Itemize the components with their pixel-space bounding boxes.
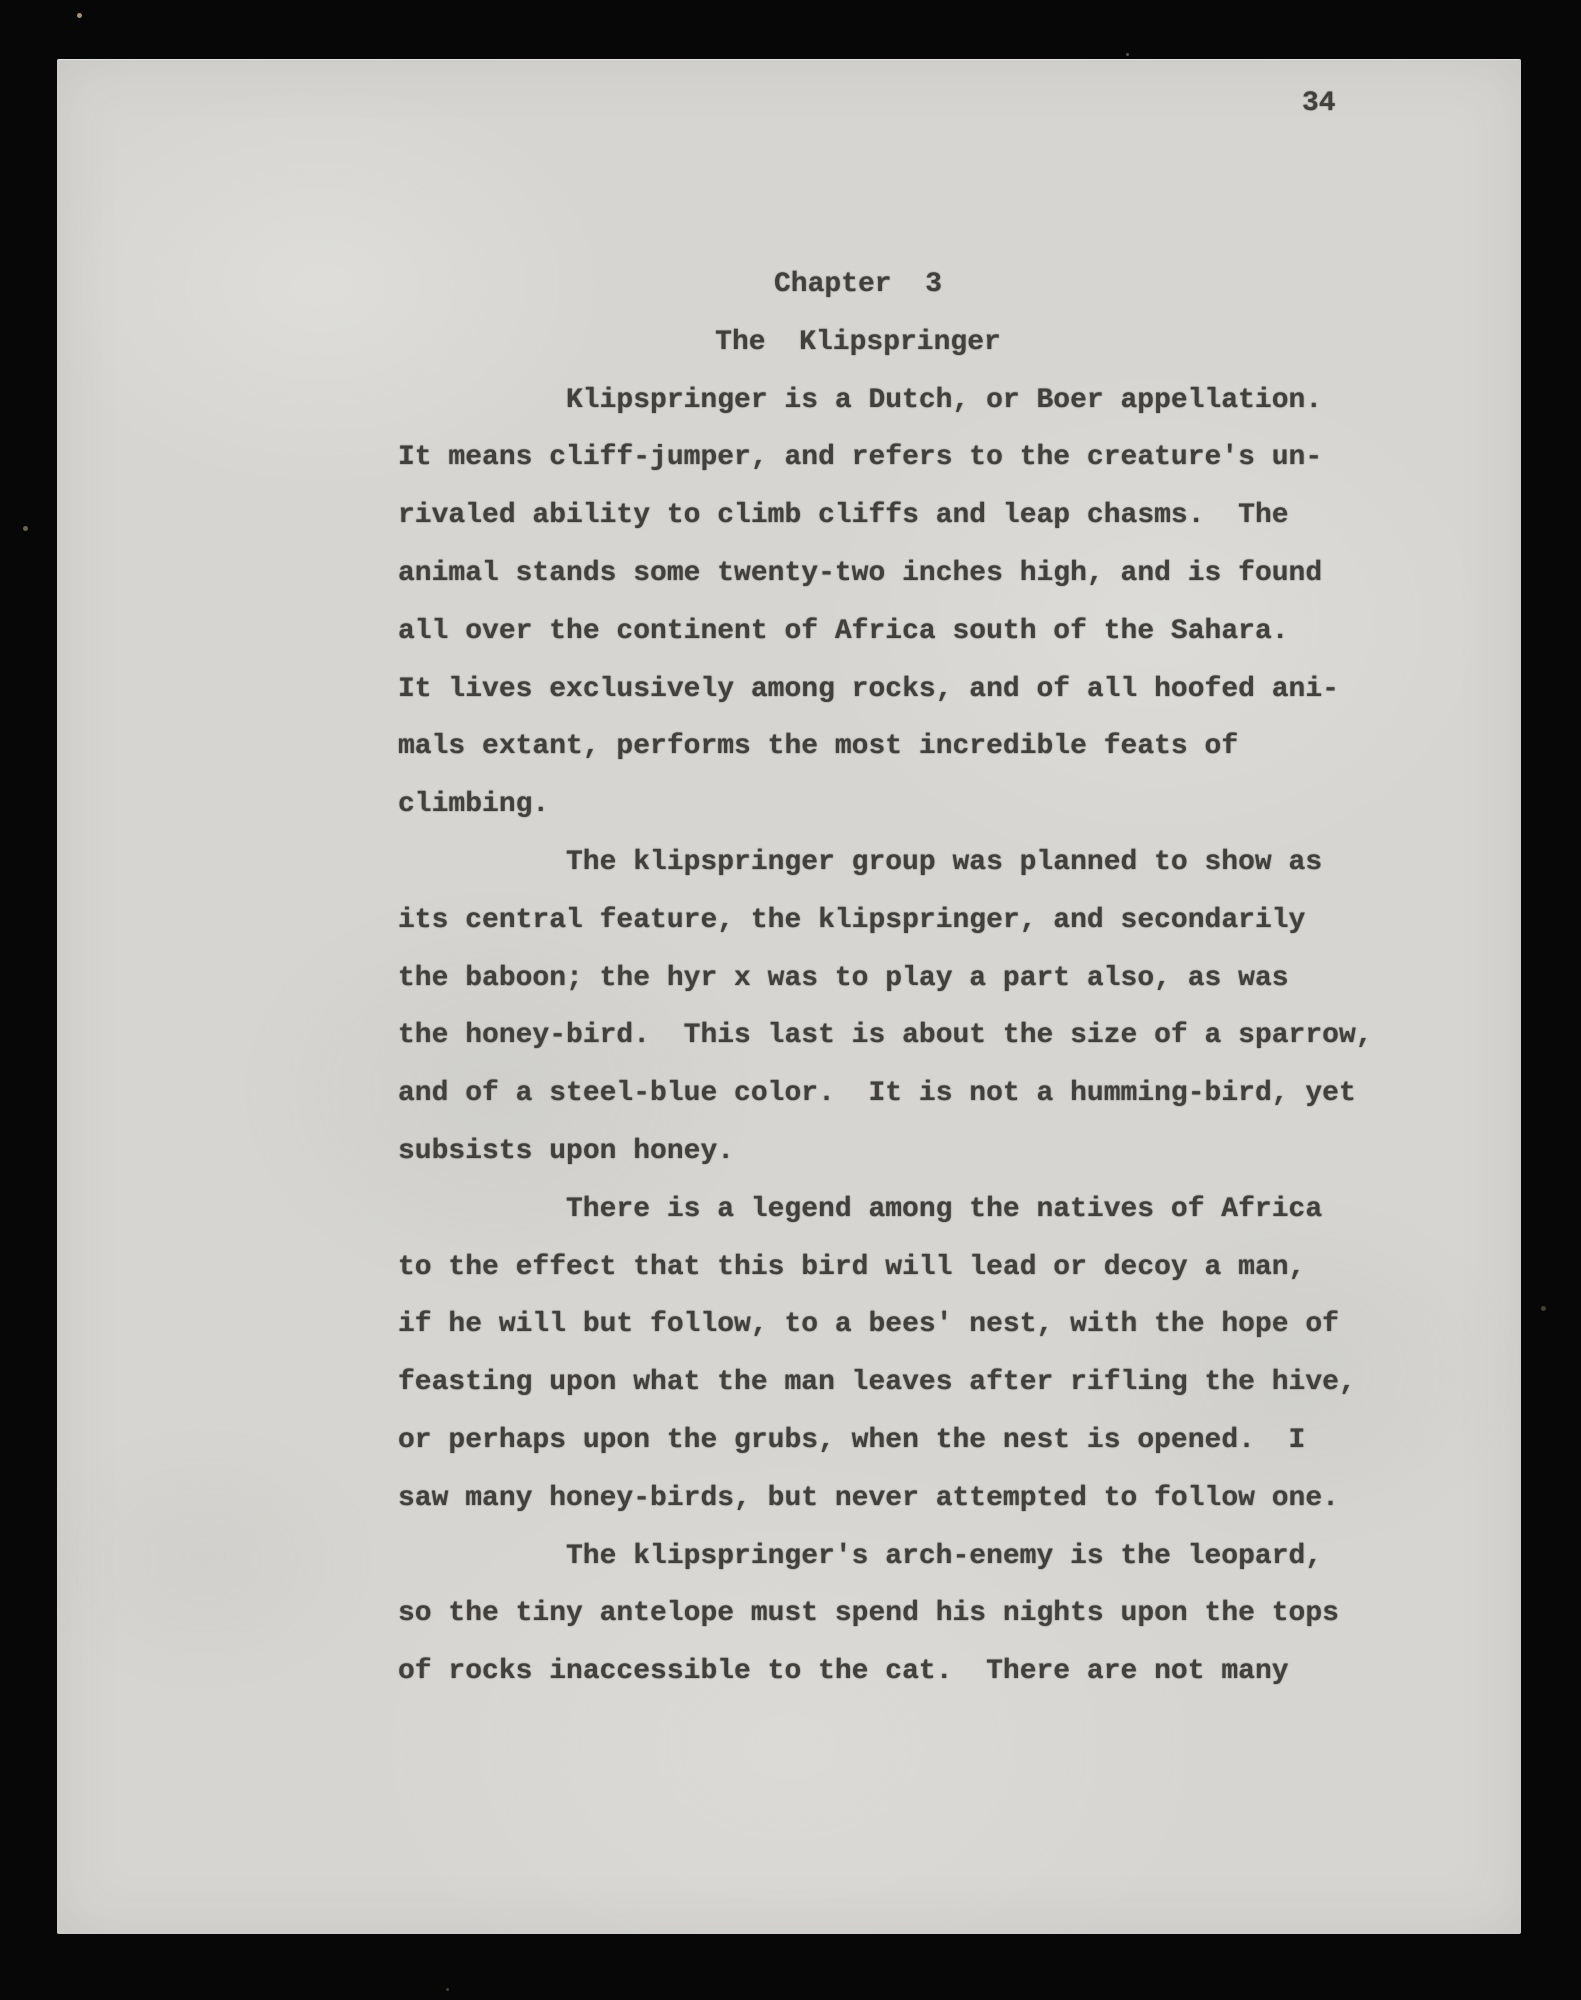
dust-specks xyxy=(0,0,3,3)
typed-line: the baboon; the hyr x was to play a part also, as was xyxy=(398,962,1289,994)
manuscript-page xyxy=(57,59,1521,1934)
typed-line: There is a legend among the natives of Africa xyxy=(566,1193,1323,1225)
typed-line: The klipspringer group was planned to show as xyxy=(566,846,1323,878)
typed-line: The klipspringer's arch-enemy is the leopard, xyxy=(566,1540,1323,1572)
page-number: 34 xyxy=(1302,88,1336,119)
typed-line: so the tiny antelope must spend his nights upon the tops xyxy=(398,1598,1339,1630)
typed-line: its central feature, the klipspringer, and secondarily xyxy=(398,904,1306,936)
typed-line: of rocks inaccessible to the cat. There are not many xyxy=(398,1656,1289,1688)
typed-line: to the effect that this bird will lead or decoy a man, xyxy=(398,1251,1306,1283)
typed-line: mals extant, performs the most incredible feats of xyxy=(398,731,1239,763)
typed-line: It lives exclusively among rocks, and of all hoofed ani- xyxy=(398,673,1339,705)
typed-line: rivaled ability to climb cliffs and leap chasms. The xyxy=(398,500,1289,532)
typed-line: animal stands some twenty-two inches high, and is found xyxy=(398,557,1323,589)
typed-line: It means cliff-jumper, and refers to the creature's un- xyxy=(398,442,1323,474)
typed-line: if he will but follow, to a bees' nest, with the hope of xyxy=(398,1309,1339,1341)
typed-line: and of a steel-blue color. It is not a humming-bird, yet xyxy=(398,1078,1356,1110)
typed-line: or perhaps upon the grubs, when the nest is opened. I xyxy=(398,1424,1306,1456)
typed-line: feasting upon what the man leaves after rifling the hive, xyxy=(398,1367,1356,1399)
typed-line: subsists upon honey. xyxy=(398,1135,735,1167)
typed-line: climbing. xyxy=(398,789,550,821)
typed-line: all over the continent of Africa south of the Sahara. xyxy=(398,615,1289,647)
chapter-heading: Chapter 3 xyxy=(773,269,943,300)
typed-text-block xyxy=(398,256,1373,1701)
chapter-title: The Klipspringer xyxy=(715,326,1001,358)
typed-line: the honey-bird. This last is about the size of a sparrow, xyxy=(398,1020,1373,1052)
typed-line: Klipspringer is a Dutch, or Boer appellation. xyxy=(566,384,1323,416)
typed-line: saw many honey-birds, but never attempted to follow one. xyxy=(398,1482,1339,1514)
